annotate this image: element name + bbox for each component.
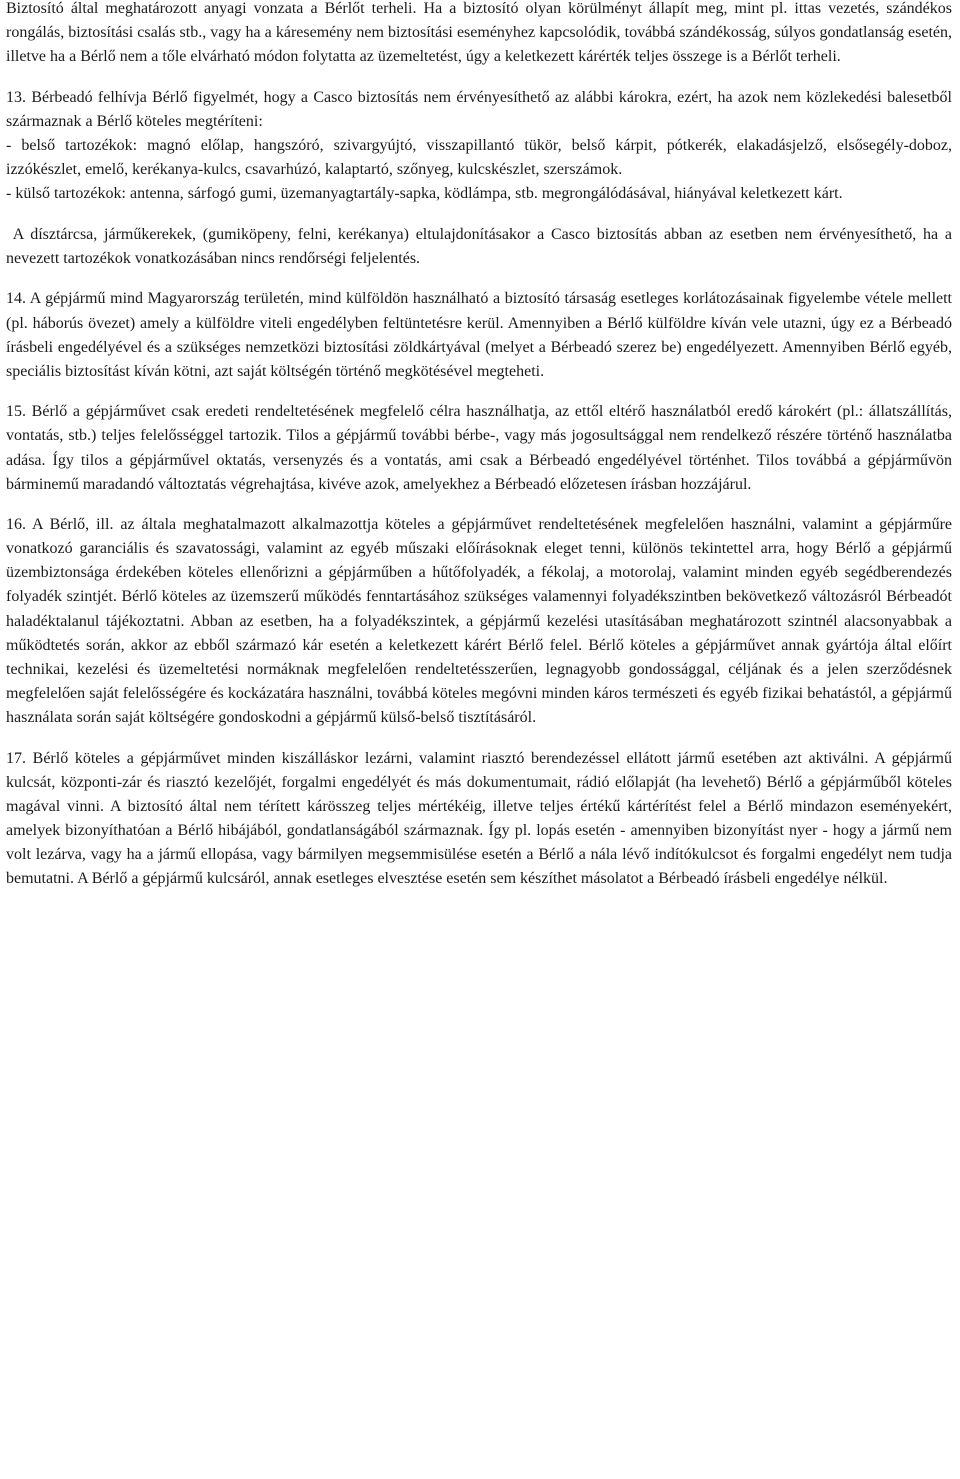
paragraph-17: 17. Bérlő köteles a gépjárművet minden kiszálláskor lezárni, valamint riasztó berendezéssel ellátott jármű esetében azt aktiválni. A gépjármű kulcsát, központi-zár és riasztó kezelőjét, forgalmi engedélyét és más dokumentumait, rádió előlapját (ha levehető) Bérlő a gépjárműből köteles magával vinni. A biztosító által nem térített kárösszeg teljes mértékéig, illetve teljes értékű kártérítést felel a Bérlő mindazon eseményekért, amelyek bizonyíthatóan a Bérlő hibájából, gondatlanságából származnak. Így pl. lopás esetén - amennyiben bizonyítást nyer - hogy a jármű nem volt lezárva, vagy ha a jármű ellopása, vagy bármilyen megsemmisülése esetén a Bérlő a nála lévő indítókulcsot és forgalmi engedélyt nem tudja bemutatni. A Bérlő a gépjármű kulcsáról, annak esetleges elvesztése esetén sem készíthet másolatot a Bérbeadó írásbeli engedélye nélkül. — [6, 749, 952, 887]
paragraph-14: 14. A gépjármű mind Magyarország területén, mind külföldön használható a biztosító társaság esetleges korlátozásainak figyelembe vétele mellett (pl. háborús övezet) amely a külföldre viteli engedélyben feltüntetésre kerül. Amennyiben a Bérlő külföldre kíván vele utazni, úgy ez a Bérbeadó írásbeli engedélyével és a szükséges nemzetközi biztosítási zöldkártyával (melyet a Bérbeadó szerez be) engedélyezett. Amennyiben Bérlő egyéb, speciális biztosítást kíván kötni, azt saját költségén történő megkötésével megteheti. — [6, 290, 952, 380]
paragraph-13: 13. Bérbeadó felhívja Bérlő figyelmét, hogy a Casco biztosítás nem érvényesíthető az alábbi károkra, ezért, ha azok nem közlekedési balesetből származnak a Bérlő köteles megtéríteni: — [6, 88, 952, 130]
paragraph-13-note: A dísztárcsa, járműkerekek, (gumiköpeny, felni, kerékanya) eltulajdonításakor a Casco biztosítás abban az esetben nem érvényesíthető, ha a nevezett tartozékok vonatkozásában nincs rendőrségi feljelentés. — [6, 225, 956, 267]
list-item-external-accessories: - külső tartozékok: antenna, sárfogó gumi, üzemanyagtartály-sapka, ködlámpa, stb. megrongálódásával, hiányával keletkezett kárt. — [6, 185, 843, 203]
paragraph-12-continuation: Biztosító által meghatározott anyagi vonzata a Bérlőt terheli. Ha a biztosító olyan körülményt állapít meg, mint pl. ittas vezetés, szándékos rongálás, biztosítási csalás stb., vagy ha a káresemény nem biztosítási eseményhez kapcsolódik, továbbá szándékosság, súlyos gondatlanság esetén, illetve ha a Bérlő nem a tőle elvárható módon folytatta az üzemeltetést, úgy a keletkezett kárérték teljes összege is a Bérlőt terheli. — [6, 0, 952, 66]
paragraph-16: 16. A Bérlő, ill. az általa meghatalmazott alkalmazottja köteles a gépjárművet rendeltetésének megfelelően használni, valamint a gépjárműre vonatkozó garanciális és szavatossági, valamint az egyéb műszaki előírásoknak eleget tenni, különös tekintettel arra, hogy Bérlő a gépjármű üzembiztonsága érdekében köteles ellenőrizni a gépjárműben a hűtőfolyadék, a fékolaj, a motorolaj, valamint minden egyéb segédberendezés folyadék szintjét. Bérlő köteles az üzemszerű működés fenntartásához szükséges valamennyi folyadékszintben bekövetkező változásról Bérbeadót haladéktalanul tájékoztatni. Abban az esetben, ha a folyadékszintek, a gépjármű kezelési utasításában meghatározott szintnél alacsonyabbak a működtetés során, akkor az ebből származó kár esetén a keletkezett kárért Bérlő felel. Bérlő köteles a gépjárművet annak gyártója által előírt technikai, kezelési és üzemeltetési normáknak megfelelően rendeltetésszerűen, legnagyobb gondossággal, céljának és a jelen szerződésnek megfelelően saját felelősségére és kockázatára használni, továbbá köteles megóvni minden káros természeti és egyéb fizikai behatástól, a gépjármű használata során saját költségére gondoskodni a gépjármű külső-belső tisztításáról. — [6, 516, 952, 726]
paragraph-15: 15. Bérlő a gépjárművet csak eredeti rendeltetésének megfelelő célra használhatja, az ettől eltérő használatból eredő károkért (pl.: állatszállítás, vontatás, stb.) teljes felelősséggel tartozik. Tilos a gépjármű további bérbe-, vagy más jogosultsággal nem rendelkező részére történő használatba adása. Így tilos a gépjárművel oktatás, versenyzés és a vontatás, ami csak a Bérbeadó engedélyével történhet. Tilos továbbá a gépjárművön bárminemű maradandó változtatás végrehajtása, kivéve azok, amelyekhez a Bérbeadó előzetesen írásban hozzájárul. — [6, 403, 952, 493]
list-item-internal-accessories: - belső tartozékok: magnó előlap, hangszóró, szivargyújtó, visszapillantó tükör, belső kárpit, pótkerék, elakadásjelző, elsősegély-doboz, izzókészlet, emelő, kerékanya-kulcs, csavarhúzó, kalaptartó, szőnyeg, kulcskészlet, szerszámok. — [6, 136, 952, 179]
